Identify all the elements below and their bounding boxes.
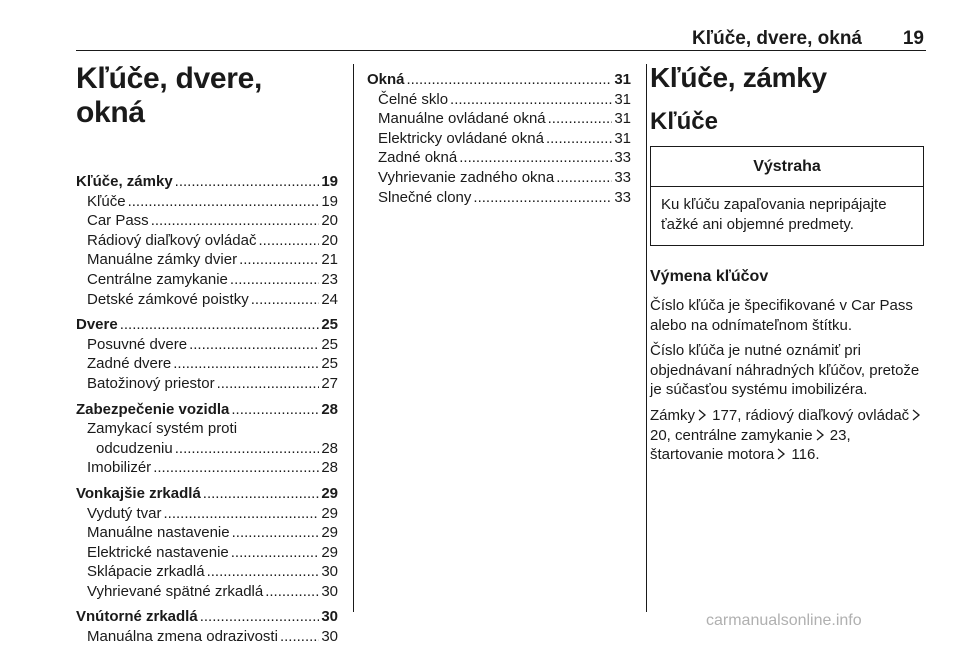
toc-entry-label: Manuálna zmena odrazivosti xyxy=(87,628,278,646)
toc-entry-label: Centrálne zamykanie xyxy=(87,270,228,288)
page-reference-icon xyxy=(815,429,825,441)
toc-leader-dots xyxy=(280,627,319,647)
toc-entry-label: Vnútorné zrkadlá xyxy=(76,608,198,626)
toc-entry-label: odcudzeniu xyxy=(96,439,173,457)
section-title: Kľúče, zámky xyxy=(650,62,827,93)
toc-entry-label: Zadné okná xyxy=(378,149,458,167)
toc-page-number: 27 xyxy=(321,374,338,392)
toc-page-number: 21 xyxy=(321,251,338,269)
toc-leader-dots xyxy=(189,335,319,355)
key-replacement-heading: Výmena kľúčov xyxy=(650,268,769,285)
toc-page-number: 20 xyxy=(321,231,338,249)
toc-entry-label: Elektricky ovládané okná xyxy=(378,129,544,147)
toc-leader-dots xyxy=(207,562,320,582)
toc-entry-label: Vydutý tvar xyxy=(87,504,162,522)
toc-leader-dots xyxy=(251,290,320,310)
toc-page-number: 33 xyxy=(614,168,631,186)
toc-leader-dots xyxy=(163,504,319,524)
toc-leader-dots xyxy=(153,458,319,478)
toc-entry-label: Zabezpečenie vozidla xyxy=(76,400,230,418)
toc-column-1 xyxy=(76,62,338,647)
toc-entry-label: Slnečné clony xyxy=(378,188,472,206)
toc-page-number: 20 xyxy=(321,212,338,230)
toc-subentry[interactable] xyxy=(76,192,338,212)
toc-subentry[interactable] xyxy=(367,129,631,149)
page-reference-icon xyxy=(776,448,786,460)
content-column xyxy=(650,62,928,471)
paragraph-key-number: Číslo kľúča je špecifikované v Car Pass alebo na odnímateľnom štítku. xyxy=(650,297,913,334)
column-divider-1 xyxy=(353,64,354,612)
toc-subentry[interactable] xyxy=(76,543,338,563)
toc-subentry[interactable] xyxy=(367,168,631,188)
column-divider-2 xyxy=(646,64,647,612)
toc-subentry[interactable] xyxy=(76,354,338,374)
page-reference-icon xyxy=(697,409,707,421)
toc-page-number: 33 xyxy=(614,149,631,167)
ref-text-start: 23, štartovanie motora xyxy=(650,426,851,464)
toc-page-number: 28 xyxy=(321,459,338,477)
toc-subentry[interactable] xyxy=(76,439,338,459)
toc-entry-label: Manuálne ovládané okná xyxy=(378,110,546,128)
toc-leader-dots xyxy=(556,168,612,188)
toc-list xyxy=(367,70,631,207)
header-title: Kľúče, dvere, okná xyxy=(692,28,862,49)
header-page-number: 19 xyxy=(902,28,924,49)
toc-subentry[interactable] xyxy=(367,148,631,168)
toc-page-number: 33 xyxy=(614,188,631,206)
toc-leader-dots xyxy=(120,315,320,335)
toc-leader-dots xyxy=(546,129,612,149)
toc-leader-dots xyxy=(450,90,612,110)
toc-page-number: 31 xyxy=(614,71,631,88)
toc-entry-label: Elektrické nastavenie xyxy=(87,543,229,561)
toc-entry-label: Sklápacie zrkadlá xyxy=(87,563,205,581)
paragraph-key-order: Číslo kľúča je nutné oznámiť pri objednávaní náhradných kľúčov, pretože je súčasťou systému imobilizéra. xyxy=(650,342,920,399)
toc-page-number: 28 xyxy=(321,400,338,418)
toc-section-entry[interactable] xyxy=(76,400,338,420)
toc-page-number: 30 xyxy=(321,628,338,646)
toc-entry-label: Posuvné dvere xyxy=(87,335,188,353)
toc-entry-label: Batožinový priestor xyxy=(87,374,215,392)
toc-page-number: 28 xyxy=(321,439,338,457)
toc-subentry[interactable] xyxy=(367,90,631,110)
toc-subentry[interactable] xyxy=(76,523,338,543)
watermark: carmanualsonline.info xyxy=(706,612,862,629)
page-header xyxy=(76,28,926,50)
toc-section-entry[interactable] xyxy=(76,607,338,627)
toc-leader-dots xyxy=(232,523,320,543)
toc-leader-dots xyxy=(151,211,320,231)
toc-entry-label: Rádiový diaľkový ovládač xyxy=(87,231,257,249)
toc-subentry[interactable] xyxy=(76,250,338,270)
toc-subentry[interactable] xyxy=(76,627,338,647)
toc-leader-dots xyxy=(203,484,320,504)
toc-subentry[interactable] xyxy=(76,504,338,524)
subsection-title: Kľúče xyxy=(650,108,718,135)
toc-page-number: 29 xyxy=(321,504,338,522)
toc-leader-dots xyxy=(217,374,320,394)
toc-entry-label: Kľúče xyxy=(87,192,126,210)
toc-leader-dots xyxy=(407,70,613,90)
toc-subentry[interactable] xyxy=(76,335,338,355)
toc-leader-dots xyxy=(200,607,320,627)
warning-heading: Výstraha xyxy=(651,147,923,187)
toc-entry-label: Car Pass xyxy=(87,212,149,230)
toc-subentry[interactable] xyxy=(76,582,338,602)
toc-leader-dots xyxy=(473,188,612,208)
toc-entry-label: Vyhrievanie zadného okna xyxy=(378,168,555,186)
toc-leader-dots xyxy=(258,231,319,251)
toc-subentry[interactable] xyxy=(76,290,338,310)
toc-column-2 xyxy=(367,70,631,207)
toc-section-entry[interactable] xyxy=(76,172,338,192)
toc-page-number: 19 xyxy=(321,173,338,190)
toc-page-number: 30 xyxy=(321,608,338,626)
toc-leader-dots xyxy=(128,192,320,212)
toc-leader-dots xyxy=(548,109,613,129)
toc-page-number: 23 xyxy=(321,270,338,288)
toc-leader-dots xyxy=(173,354,319,374)
toc-entry-label: Okná xyxy=(367,71,405,88)
toc-entry-label: Kľúče, zámky xyxy=(76,173,173,190)
toc-entry-label: Vonkajšie zrkadlá xyxy=(76,484,201,502)
toc-page-number: 19 xyxy=(321,192,338,210)
toc-leader-dots xyxy=(265,582,319,602)
toc-subentry[interactable] xyxy=(367,109,631,129)
toc-leader-dots xyxy=(175,439,320,459)
ref-text-locks: Zámky xyxy=(650,406,695,424)
toc-section-entry[interactable] xyxy=(367,70,631,90)
warning-text: Ku kľúču zapaľovania nepripájajte ťažké ani objemné predmety. xyxy=(661,196,887,233)
paragraph-references xyxy=(650,406,928,465)
toc-entry-label: Vyhrievané spätné zrkadlá xyxy=(87,582,264,600)
toc-subentry[interactable] xyxy=(367,188,631,208)
toc-leader-dots xyxy=(459,148,612,168)
toc-page-number: 25 xyxy=(321,316,338,334)
ref-text-central: 20, centrálne zamykanie xyxy=(650,426,813,444)
header-rule xyxy=(76,50,926,51)
toc-page-number: 30 xyxy=(321,582,338,600)
toc-page-number: 31 xyxy=(614,110,631,128)
toc-leader-dots xyxy=(231,400,319,420)
toc-section-entry[interactable] xyxy=(76,315,338,335)
toc-leader-dots xyxy=(175,172,320,192)
toc-list xyxy=(76,172,338,647)
toc-entry-label: Čelné sklo xyxy=(378,90,449,108)
toc-entry-label: Zamykací systém proti xyxy=(87,420,238,438)
page-reference-icon xyxy=(911,409,921,421)
toc-leader-dots xyxy=(239,250,319,270)
chapter-title: Kľúče, dvere, okná xyxy=(76,62,263,129)
toc-entry-label: Dvere xyxy=(76,316,118,334)
toc-subentry[interactable] xyxy=(76,562,338,582)
toc-entry-label: Manuálne nastavenie xyxy=(87,524,230,542)
toc-entry-label: Detské zámkové poistky xyxy=(87,290,249,308)
toc-page-number: 29 xyxy=(321,484,338,502)
toc-subentry[interactable] xyxy=(76,211,338,231)
toc-subentry[interactable] xyxy=(76,270,338,290)
toc-leader-dots xyxy=(231,543,320,563)
toc-page-number: 29 xyxy=(321,543,338,561)
toc-page-number: 29 xyxy=(321,524,338,542)
toc-page-number: 25 xyxy=(321,335,338,353)
toc-page-number: 31 xyxy=(614,129,631,147)
ref-text-end: 116. xyxy=(791,446,820,464)
toc-entry-label: Zadné dvere xyxy=(87,355,172,373)
toc-subentry[interactable] xyxy=(76,231,338,251)
toc-entry-label: Imobilizér xyxy=(87,459,152,477)
toc-page-number: 25 xyxy=(321,355,338,373)
toc-page-number: 24 xyxy=(321,290,338,308)
toc-leader-dots xyxy=(230,270,319,290)
toc-page-number: 30 xyxy=(321,563,338,581)
ref-text-remote: 177, rádiový diaľkový ovládač xyxy=(712,406,910,424)
toc-entry-label: Manuálne zámky dvier xyxy=(87,251,238,269)
warning-box xyxy=(650,146,924,246)
toc-page-number: 31 xyxy=(614,90,631,108)
toc-section-entry[interactable] xyxy=(76,484,338,504)
toc-subentry[interactable] xyxy=(76,374,338,394)
toc-subentry[interactable] xyxy=(76,458,338,478)
